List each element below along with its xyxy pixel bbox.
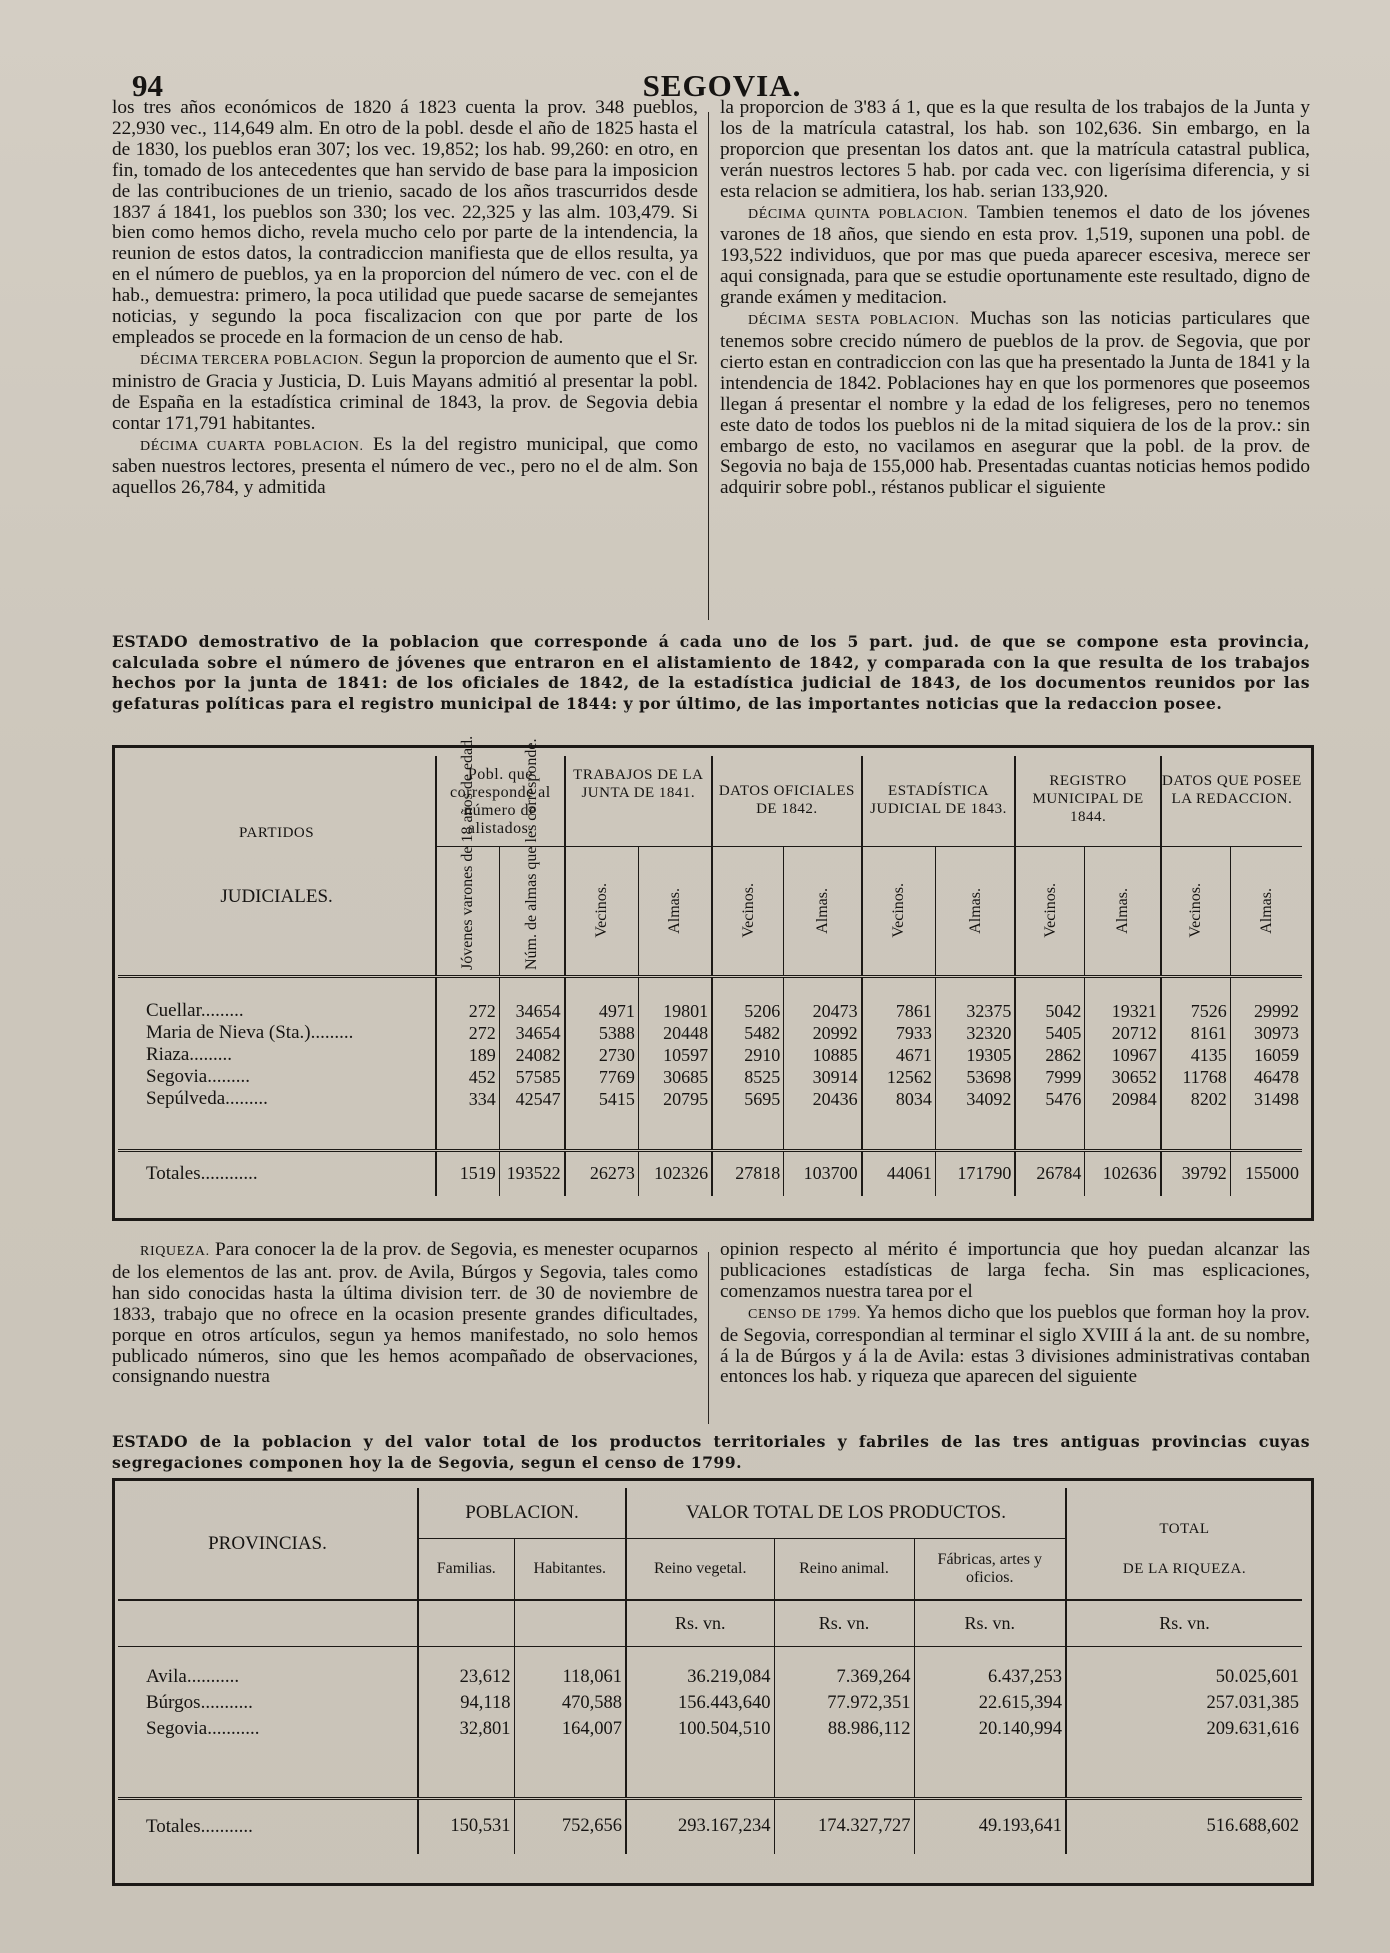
subheader-num-almas: Núm. de almas que les corresponde. <box>523 738 541 970</box>
empty-cell <box>118 1646 418 1664</box>
group-header-registro-1844: REGISTRO MUNICIPAL DE 1844. <box>1015 756 1160 846</box>
table-cell: 7999 <box>1015 1066 1085 1088</box>
table-cell: 29992 <box>1254 1000 1299 1021</box>
subheader-vecinos: Vecinos. <box>739 883 757 938</box>
row-label <box>118 1690 418 1716</box>
row-label-text: Sepúlveda <box>146 1088 226 1109</box>
subheader-almas-cell <box>935 846 1015 976</box>
reino-vegetal-header: Reino vegetal. <box>626 1538 774 1600</box>
provincias-header: PROVINCIAS. <box>118 1488 418 1600</box>
partidos-header-cell <box>118 756 436 976</box>
table-cell: 102636 <box>1085 1150 1161 1196</box>
row-label <box>118 1044 436 1066</box>
unit-rs-vn: Rs. vn. <box>626 1600 774 1646</box>
paragraph-decima-tercera <box>112 349 698 435</box>
judiciales-label: JUDICIALES. <box>220 886 333 907</box>
table-cell: 7769 <box>565 1066 639 1088</box>
table-cell: 5405 <box>1015 1022 1085 1044</box>
row-label-text: Segovia <box>146 1066 208 1087</box>
table-cell: 20795 <box>638 1088 712 1110</box>
table-cell: 34092 <box>935 1088 1015 1110</box>
table-cell: 334 <box>436 1088 499 1110</box>
totals-row <box>118 1798 1302 1854</box>
subheader-almas: Almas. <box>1257 887 1275 934</box>
paragraph-opinion: opinion respecto al mérito é importuncia que hoy puedan alcanzar las publicaciones estadísticas de larga fecha. Sin mas esplicaciones, comenzamos nuestra tarea por el <box>720 1239 1310 1302</box>
table-cell: 27818 <box>712 1150 784 1196</box>
table-cell: 150,531 <box>418 1798 514 1854</box>
empty-cell <box>784 976 862 1000</box>
table1-heading-text: ESTADO demostrativo de la poblacion que corresponde á cada uno de los 5 part. jud. de que se compone esta provincia, calculada sobre el número de jóvenes que entraron en el alistamiento de 1842, y comparada con la que resulta de los trabajos hechos por la junta de 1841: de los oficiales de 1842, de la estadística judicial de 1843, de los documentos reunidos por las gefaturas políticas para el registro municipal de 1844: y por último, de las importantes noticias que la redaccion posee. <box>112 632 1310 713</box>
table-cell: 46478 <box>1254 1066 1299 1087</box>
empty-cell <box>626 1742 774 1798</box>
row-label <box>118 1022 436 1044</box>
habitantes-header: Habitantes. <box>514 1538 626 1600</box>
table-cell: 2862 <box>1015 1044 1085 1066</box>
empty-cell <box>774 1646 914 1664</box>
empty-cell <box>862 976 936 1000</box>
table-cell: 1519 <box>436 1150 499 1196</box>
subheader-vecinos: Vecinos. <box>1187 883 1205 938</box>
table-cell: 30914 <box>784 1066 862 1088</box>
empty-cell <box>638 976 712 1000</box>
table-cell: 174.327,727 <box>774 1798 914 1854</box>
row-label-text: Maria de Nieva (Sta.) <box>146 1022 311 1043</box>
table-cell: 189 <box>436 1044 499 1066</box>
table-cell: 19801 <box>638 1000 712 1022</box>
paragraph-riqueza <box>112 1240 698 1388</box>
reino-animal-header: Reino animal. <box>774 1538 914 1600</box>
table-cell: 53698 <box>935 1066 1015 1088</box>
table-cell: 32320 <box>935 1022 1015 1044</box>
table-cell: 24082 <box>499 1044 564 1066</box>
subheader-vecinos-cell <box>1015 846 1085 976</box>
page-number: 94 <box>132 68 163 103</box>
table-row <box>118 1066 1302 1088</box>
leader-dots: ........... <box>200 1815 253 1837</box>
table-cell: 2910 <box>712 1044 784 1066</box>
table-cell: 20712 <box>1085 1022 1161 1044</box>
empty-cell <box>774 1742 914 1798</box>
empty-cell <box>118 976 436 1000</box>
table-cell: 8034 <box>862 1088 936 1110</box>
subheader-jovenes-cell <box>436 735 499 976</box>
unit-rs-vn: Rs. vn. <box>1066 1600 1302 1646</box>
empty-cell <box>1085 1110 1161 1150</box>
table-cell: 20448 <box>638 1022 712 1044</box>
table-cell: 36.219,084 <box>626 1664 774 1690</box>
table-cell: 8525 <box>712 1066 784 1088</box>
table-cell: 42547 <box>499 1088 564 1110</box>
section-label: DÉCIMA SESTA POBLACION. <box>748 313 960 329</box>
table-cell: 44061 <box>862 1150 936 1196</box>
table1-body <box>118 976 1302 1196</box>
table-row <box>118 1000 1302 1022</box>
table-cell: 26784 <box>1015 1150 1085 1196</box>
subheader-jovenes: Jóvenes varones de 18 años de edad. <box>459 735 477 970</box>
subheader-vecinos-cell <box>565 846 639 976</box>
upper-right-column <box>720 98 1310 499</box>
subheader-vecinos-cell <box>712 846 784 976</box>
table-cell: 209.631,616 <box>1206 1718 1299 1739</box>
empty-cell <box>418 1600 514 1646</box>
subheader-vecinos: Vecinos. <box>1041 883 1059 938</box>
subheader-vecinos: Vecinos. <box>593 883 611 938</box>
table-cell: 272 <box>436 1000 499 1022</box>
table-cell: 4135 <box>1161 1044 1231 1066</box>
subheader-vecinos-cell <box>862 846 936 976</box>
group-header-oficiales-1842: DATOS OFICIALES DE 1842. <box>712 756 862 846</box>
table-cell: 516.688,602 <box>1066 1798 1302 1854</box>
table-cell: 34654 <box>499 1000 564 1022</box>
table-cell: 272 <box>436 1022 499 1044</box>
subheader-almas: Almas. <box>666 887 684 934</box>
empty-cell <box>565 976 639 1000</box>
paragraph-text: Segun la proporcion de aumento que el Sr. ministro de Gracia y Justicia, D. Luis Mayans admitió al presentar la pobl. de España en la estadística criminal de 1843, la prov. de Segovia debia contar 171,791 habitantes. <box>112 347 698 434</box>
table-cell: 7933 <box>862 1022 936 1044</box>
total-riqueza-header: DE LA RIQUEZA. <box>1122 1560 1247 1577</box>
table-cell: 4971 <box>565 1000 639 1022</box>
table-cell: 6.437,253 <box>914 1664 1066 1690</box>
empty-cell <box>1085 976 1161 1000</box>
row-label <box>118 1000 436 1022</box>
row-label <box>118 1716 418 1742</box>
row-label <box>118 1798 418 1854</box>
table-cell: 257.031,385 <box>1206 1692 1299 1713</box>
empty-cell <box>1066 1742 1302 1798</box>
table2-heading <box>112 1432 1310 1473</box>
table-cell: 293.167,234 <box>626 1798 774 1854</box>
table-cell: 752,656 <box>514 1798 626 1854</box>
subheader-almas-cell <box>638 846 712 976</box>
valor-header: VALOR TOTAL DE LOS PRODUCTOS. <box>626 1488 1066 1538</box>
table-cell: 100.504,510 <box>626 1716 774 1742</box>
fabricas-header: Fábricas, artes y oficios. <box>914 1538 1066 1600</box>
empty-cell <box>626 1646 774 1664</box>
row-label-text: Avila <box>146 1666 187 1687</box>
empty-cell <box>1066 1646 1302 1664</box>
empty-cell <box>118 1110 436 1150</box>
table-cell: 30973 <box>1254 1022 1299 1043</box>
row-label-text: Riaza <box>146 1044 190 1065</box>
empty-cell <box>1015 1110 1085 1150</box>
empty-cell <box>1161 1110 1231 1150</box>
table-cell: 470,588 <box>514 1690 626 1716</box>
table-cell: 20473 <box>784 1000 862 1022</box>
table-cell: 49.193,641 <box>914 1798 1066 1854</box>
paragraph-text: Es la del registro municipal, que como saben nuestros lectores, presenta el número de vec., pero no el de alm. Son aquellos 26,784, y admitida <box>112 433 698 499</box>
table2 <box>118 1488 1302 1854</box>
subheader-almas: Almas. <box>966 887 984 934</box>
table-cell: 19321 <box>1085 1000 1161 1022</box>
empty-cell <box>1015 976 1085 1000</box>
table-cell: 5695 <box>712 1088 784 1110</box>
section-label: DÉCIMA TERCERA POBLACION. <box>140 352 364 368</box>
leader-dots: ........... <box>207 1718 260 1739</box>
paragraph-text: Ya hemos dicho que los pueblos que forman hoy la prov. de Segovia, correspondian al terminar el siglo XVIII á la ant. de su nombre, á la de Búrgos y á la de Avila: estas 3 divisiones administrativas contaban entonces los hab. y riqueza que aparecen del siguiente <box>720 1301 1310 1388</box>
leader-dots: ......... <box>225 1088 268 1109</box>
section-label: RIQUEZA. <box>140 1244 210 1259</box>
table-cell: 5388 <box>565 1022 639 1044</box>
empty-cell <box>514 1742 626 1798</box>
empty-cell <box>436 1110 499 1150</box>
table-cell: 10597 <box>638 1044 712 1066</box>
paragraph-censo-1799 <box>720 1303 1310 1389</box>
row-label-text: Cuellar <box>146 1000 201 1021</box>
table-cell: 22.615,394 <box>914 1690 1066 1716</box>
spacer-row <box>118 1110 1302 1150</box>
table-row <box>118 1088 1302 1110</box>
table-cell: 20984 <box>1085 1088 1161 1110</box>
section-label: DÉCIMA QUINTA POBLACION. <box>748 206 968 222</box>
leader-dots: ......... <box>310 1022 354 1043</box>
table-row <box>118 1044 1302 1066</box>
subheader-vecinos: Vecinos. <box>890 883 908 938</box>
row-label-text: Totales <box>146 1815 201 1837</box>
paragraph-decima-cuarta <box>112 435 698 500</box>
column-divider <box>708 1252 709 1424</box>
table-cell: 31498 <box>1254 1088 1299 1109</box>
empty-cell <box>712 976 784 1000</box>
empty-cell <box>514 1600 626 1646</box>
row-label <box>118 1664 418 1690</box>
table-cell: 12562 <box>862 1066 936 1088</box>
empty-cell <box>118 1742 418 1798</box>
lower-left-column <box>112 1240 698 1388</box>
empty-cell <box>499 1110 564 1150</box>
table-cell: 8161 <box>1161 1022 1231 1044</box>
empty-cell <box>418 1742 514 1798</box>
paragraph-census-history: los tres años económicos de 1820 á 1823 cuenta la prov. 348 pueblos, 22,930 vec., 114,649 alm. En otro de la pobl. desde el año de 1825 hasta el de 1830, los pueblos eran 307; los vec. 19,852; los hab. 99,260: en otro, en fin, tomado de los antecedentes que han servido de base para la imposicion de las contribuciones de un trienio, sacado de los años trascurridos desde 1837 á 1841, los pueblos son 330; los vec. 22,325 y las alm. 103,479. Si bien como hemos dicho, revela mucho celo por parte de la intendencia, la reunion de estos datos, la contradiccion manifiesta que de ellos resulta, ya en el número de pueblos, ya en la proporcion del número de vec. con el de hab., demuestra: primero, la poca utilidad que puede sacarse de semejantes noticias, y segundo la poca fiscalizacion con que por parte de los empleados se procede en la formacion de un censo de hab. <box>112 97 698 348</box>
table-cell: 16059 <box>1254 1044 1299 1065</box>
table-cell: 23,612 <box>418 1664 514 1690</box>
spacer-row <box>118 1742 1302 1798</box>
empty-cell <box>1161 976 1231 1000</box>
table-row <box>118 1022 1302 1044</box>
table1 <box>118 735 1302 1196</box>
table-cell: 118,061 <box>514 1664 626 1690</box>
table-cell: 171790 <box>935 1150 1015 1196</box>
empty-cell <box>935 976 1015 1000</box>
totals-row <box>118 1150 1302 1196</box>
leader-dots: ............ <box>200 1162 258 1184</box>
table-cell: 5206 <box>712 1000 784 1022</box>
leader-dots: ........... <box>186 1666 240 1687</box>
leader-dots: ......... <box>200 1000 244 1021</box>
table-cell: 5042 <box>1015 1000 1085 1022</box>
table-cell: 39792 <box>1161 1150 1231 1196</box>
table-cell: 57585 <box>499 1066 564 1088</box>
paragraph-proporcion: la proporcion de 3'83 á 1, que es la que resulta de los trabajos de la Junta y los de la matrícula catastral, los hab. son 102,636. Sin embargo, en la proporcion que presentan los datos ant. que la matrícula catastral publica, verán nuestros lectores 5 hab. por cada vec. con ligerísima diferencia, y si esta relacion se admitiera, los hab. serian 133,920. <box>720 97 1310 202</box>
empty-cell <box>1230 976 1302 1000</box>
empty-cell <box>862 1110 936 1150</box>
empty-cell <box>914 1742 1066 1798</box>
row-label-text: Búrgos <box>146 1692 201 1713</box>
subheader-almas-cell <box>784 846 862 976</box>
table-row <box>118 1664 1302 1690</box>
poblacion-header: POBLACION. <box>418 1488 626 1538</box>
group-header-redaccion: DATOS QUE POSEE LA REDACCION. <box>1162 773 1302 807</box>
empty-cell <box>418 1646 514 1664</box>
familias-header: Familias. <box>418 1538 514 1600</box>
leader-dots: ......... <box>207 1066 250 1087</box>
lower-right-column <box>720 1240 1310 1388</box>
group-header-judicial-1843: ESTADÍSTICA JUDICIAL DE 1843. <box>862 756 1016 846</box>
row-label <box>118 1088 436 1110</box>
table-cell: 5415 <box>565 1088 639 1110</box>
empty-cell <box>436 976 499 1000</box>
paragraph-decima-sesta <box>720 309 1310 499</box>
table-cell: 4671 <box>862 1044 936 1066</box>
table-cell: 8202 <box>1161 1088 1231 1110</box>
paragraph-text: Tambien tenemos el dato de los jóvenes varones de 18 años, que siendo en esta prov. 1,519, suponen una pobl. de 193,522 individuos, que por mas que pueda aparecer escesiva, merece ser aqui consignada, para que se estudie oportunamente este resultado, digno de grande exámen y meditacion. <box>720 201 1310 309</box>
table-cell: 164,007 <box>514 1716 626 1742</box>
table-cell: 77.972,351 <box>774 1690 914 1716</box>
empty-cell <box>499 976 564 1000</box>
subheader-almas: Almas. <box>1114 887 1132 934</box>
column-divider <box>708 112 709 620</box>
table-cell: 10885 <box>784 1044 862 1066</box>
subheader-almas-cell <box>1085 846 1161 976</box>
table-cell: 26273 <box>565 1150 639 1196</box>
paragraph-text: Para conocer la de la prov. de Segovia, es menester ocuparnos de los elementos de las ant. prov. de Avila, Búrgos y Segovia, tales como han sido conocidas hasta la última division terr. de 30 de noviembre de 1833, trabajo que no ofrece en la ocasion presente grandes dificultades, porque en otros artículos, segun ya hemos manifestado, no solo hemos publicado números, sino que les hemos acompañado de observaciones, consignando nuestra <box>112 1239 699 1388</box>
table-cell: 7.369,264 <box>774 1664 914 1690</box>
total-header: TOTAL <box>1159 1521 1210 1537</box>
table-cell: 94,118 <box>418 1690 514 1716</box>
table-cell: 102326 <box>638 1150 712 1196</box>
table-cell: 19305 <box>935 1044 1015 1066</box>
table-cell: 5482 <box>712 1022 784 1044</box>
empty-cell <box>914 1646 1066 1664</box>
table-cell: 88.986,112 <box>774 1716 914 1742</box>
table-cell: 10967 <box>1085 1044 1161 1066</box>
table2-body <box>118 1646 1302 1854</box>
table-cell: 7861 <box>862 1000 936 1022</box>
row-label <box>118 1150 436 1196</box>
table-cell: 20.140,994 <box>914 1716 1066 1742</box>
table-cell: 20436 <box>784 1088 862 1110</box>
empty-cell <box>565 1110 639 1150</box>
row-label <box>118 1066 436 1088</box>
table-cell: 5476 <box>1015 1088 1085 1110</box>
row-label-text: Segovia <box>146 1718 208 1739</box>
paragraph-decima-quinta <box>720 203 1310 310</box>
table-cell: 30685 <box>638 1066 712 1088</box>
spacer-row <box>118 976 1302 1000</box>
table-cell: 193522 <box>499 1150 564 1196</box>
group-header-alistados: Pobl. que corresponde al número de alistados. <box>436 756 564 846</box>
table-cell: 50.025,601 <box>1215 1666 1299 1687</box>
empty-cell <box>784 1110 862 1150</box>
table-cell: 7526 <box>1161 1000 1231 1022</box>
subheader-vecinos-cell <box>1161 846 1231 976</box>
table-cell: 11768 <box>1161 1066 1231 1088</box>
table-cell: 156.443,640 <box>626 1690 774 1716</box>
empty-cell <box>514 1646 626 1664</box>
section-label: CENSO DE 1799. <box>748 1306 861 1322</box>
subheader-almas: Almas. <box>813 887 831 934</box>
table-cell: 155000 <box>1230 1150 1302 1196</box>
table-cell: 30652 <box>1085 1066 1161 1088</box>
table-cell: 32,801 <box>418 1716 514 1742</box>
row-label-text: Totales <box>146 1162 201 1184</box>
spacer-row <box>118 1646 1302 1664</box>
leader-dots: ........... <box>200 1692 253 1713</box>
table-row <box>118 1716 1302 1742</box>
section-label: DÉCIMA CUARTA POBLACION. <box>140 438 364 454</box>
group-header-junta-1841: TRABAJOS DE LA JUNTA DE 1841. <box>565 756 712 846</box>
partidos-label: PARTIDOS <box>239 825 315 841</box>
empty-cell <box>935 1110 1015 1150</box>
table-cell: 452 <box>436 1066 499 1088</box>
table-cell: 20992 <box>784 1022 862 1044</box>
table1-heading <box>112 632 1310 714</box>
table2-heading-text: ESTADO de la poblacion y del valor total de los productos territoriales y fabriles de las tres antiguas provincias cuyas segregaciones componen hoy la de Segovia, segun el censo de 1799. <box>112 1432 1310 1472</box>
table-cell: 2730 <box>565 1044 639 1066</box>
table-cell: 103700 <box>784 1150 862 1196</box>
empty-cell <box>712 1110 784 1150</box>
unit-rs-vn: Rs. vn. <box>914 1600 1066 1646</box>
empty-cell <box>638 1110 712 1150</box>
subheader-almas-cell <box>1230 846 1302 976</box>
upper-left-column <box>112 98 698 499</box>
empty-cell <box>118 1600 418 1646</box>
page-title: SEGOVIA. <box>642 68 802 103</box>
table-cell: 34654 <box>499 1022 564 1044</box>
table-row <box>118 1690 1302 1716</box>
paragraph-text: Muchas son las noticias particulares que tenemos sobre crecido número de pueblos de la prov. de Segovia, que por cierto estan en contradiccion con las que ha presentado la Junta de 1841 y la intendencia de 1842. Poblaciones hay en que los pormenores que poseemos llegan á presentar el nombre y la edad de los feligreses, pero no tenemos este dato de todos los pueblos ni de la mitad siquiera de los de la prov.: sin embargo de esto, no vacilamos en asegurar que la pobl. de la prov. de Segovia no baja de 155,000 hab. Presentadas cuantas noticias hemos podido adquirir sobre pobl., réstanos publicar el siguiente <box>720 308 1310 499</box>
empty-cell <box>1230 1110 1302 1150</box>
unit-rs-vn: Rs. vn. <box>774 1600 914 1646</box>
leader-dots: ......... <box>189 1044 233 1065</box>
table-cell: 32375 <box>935 1000 1015 1022</box>
